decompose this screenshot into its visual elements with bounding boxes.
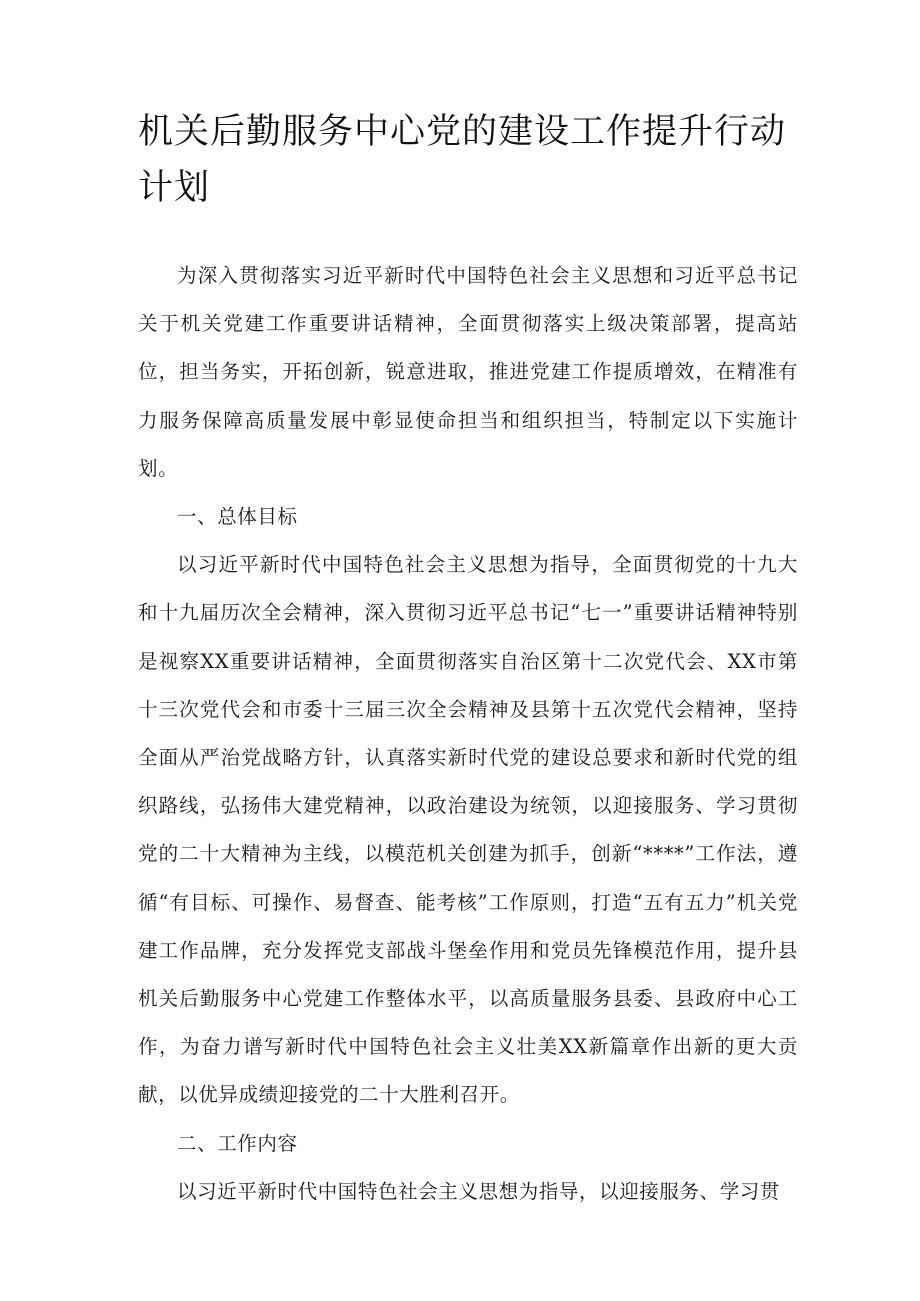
section-paragraph-goals: 以习近平新时代中国特色社会主义思想为指导，全面贯彻党的十九大和十九届历次全会精神，深入贯彻习近平总书记“七一”重要讲话精神特别是视察XX重要讲话精神，全面贯彻落实自治区第十二次党代会、XX市第十三次党代会和市委十三届三次全会精神及县第十五次党代会精神，坚持全面从严治党战略方针，认真落实新时代党的建设总要求和新时代党的组织路线，弘扬伟大建党精神，以政治建设为统领，以迎接服务、学习贯彻党的二十大精神为主线，以模范机关创建为抓手，创新“****”工作法，遵循“有目标、可操作、易督查、能考核”工作原则，打造“五有五力”机关党建工作品牌，充分发挥党支部战斗堡垒作用和党员先锋模范作用，提升县机关后勤服务中心党建工作整体水平，以高质量服务县委、县政府中心工作，为奋力谱写新时代中国特色社会主义壮美XX新篇章作出新的更大贡献，以优异成绩迎接党的二十大胜利召开。 bbox=[138, 553, 798, 1107]
section-heading-content: 二、工作内容 bbox=[177, 1131, 298, 1155]
intro-paragraph: 为深入贯彻落实习近平新时代中国特色社会主义思想和习近平总书记关于机关党建工作重要讲话精神，全面贯彻落实上级决策部署，提高站位，担当务实，开拓创新，锐意进取，推进党建工作提质增效，在精准有力服务保障高质量发展中彰显使命担当和组织担当，特制定以下实施计划。 bbox=[138, 264, 798, 480]
section-paragraph-content: 以习近平新时代中国特色社会主义思想为指导，以迎接服务、学习贯 bbox=[177, 1179, 781, 1203]
section-heading-goals: 一、总体目标 bbox=[177, 505, 298, 529]
document-body bbox=[138, 252, 798, 1216]
document-title: 机关后勤服务中心党的建设工作提升行动计划 bbox=[138, 112, 787, 208]
